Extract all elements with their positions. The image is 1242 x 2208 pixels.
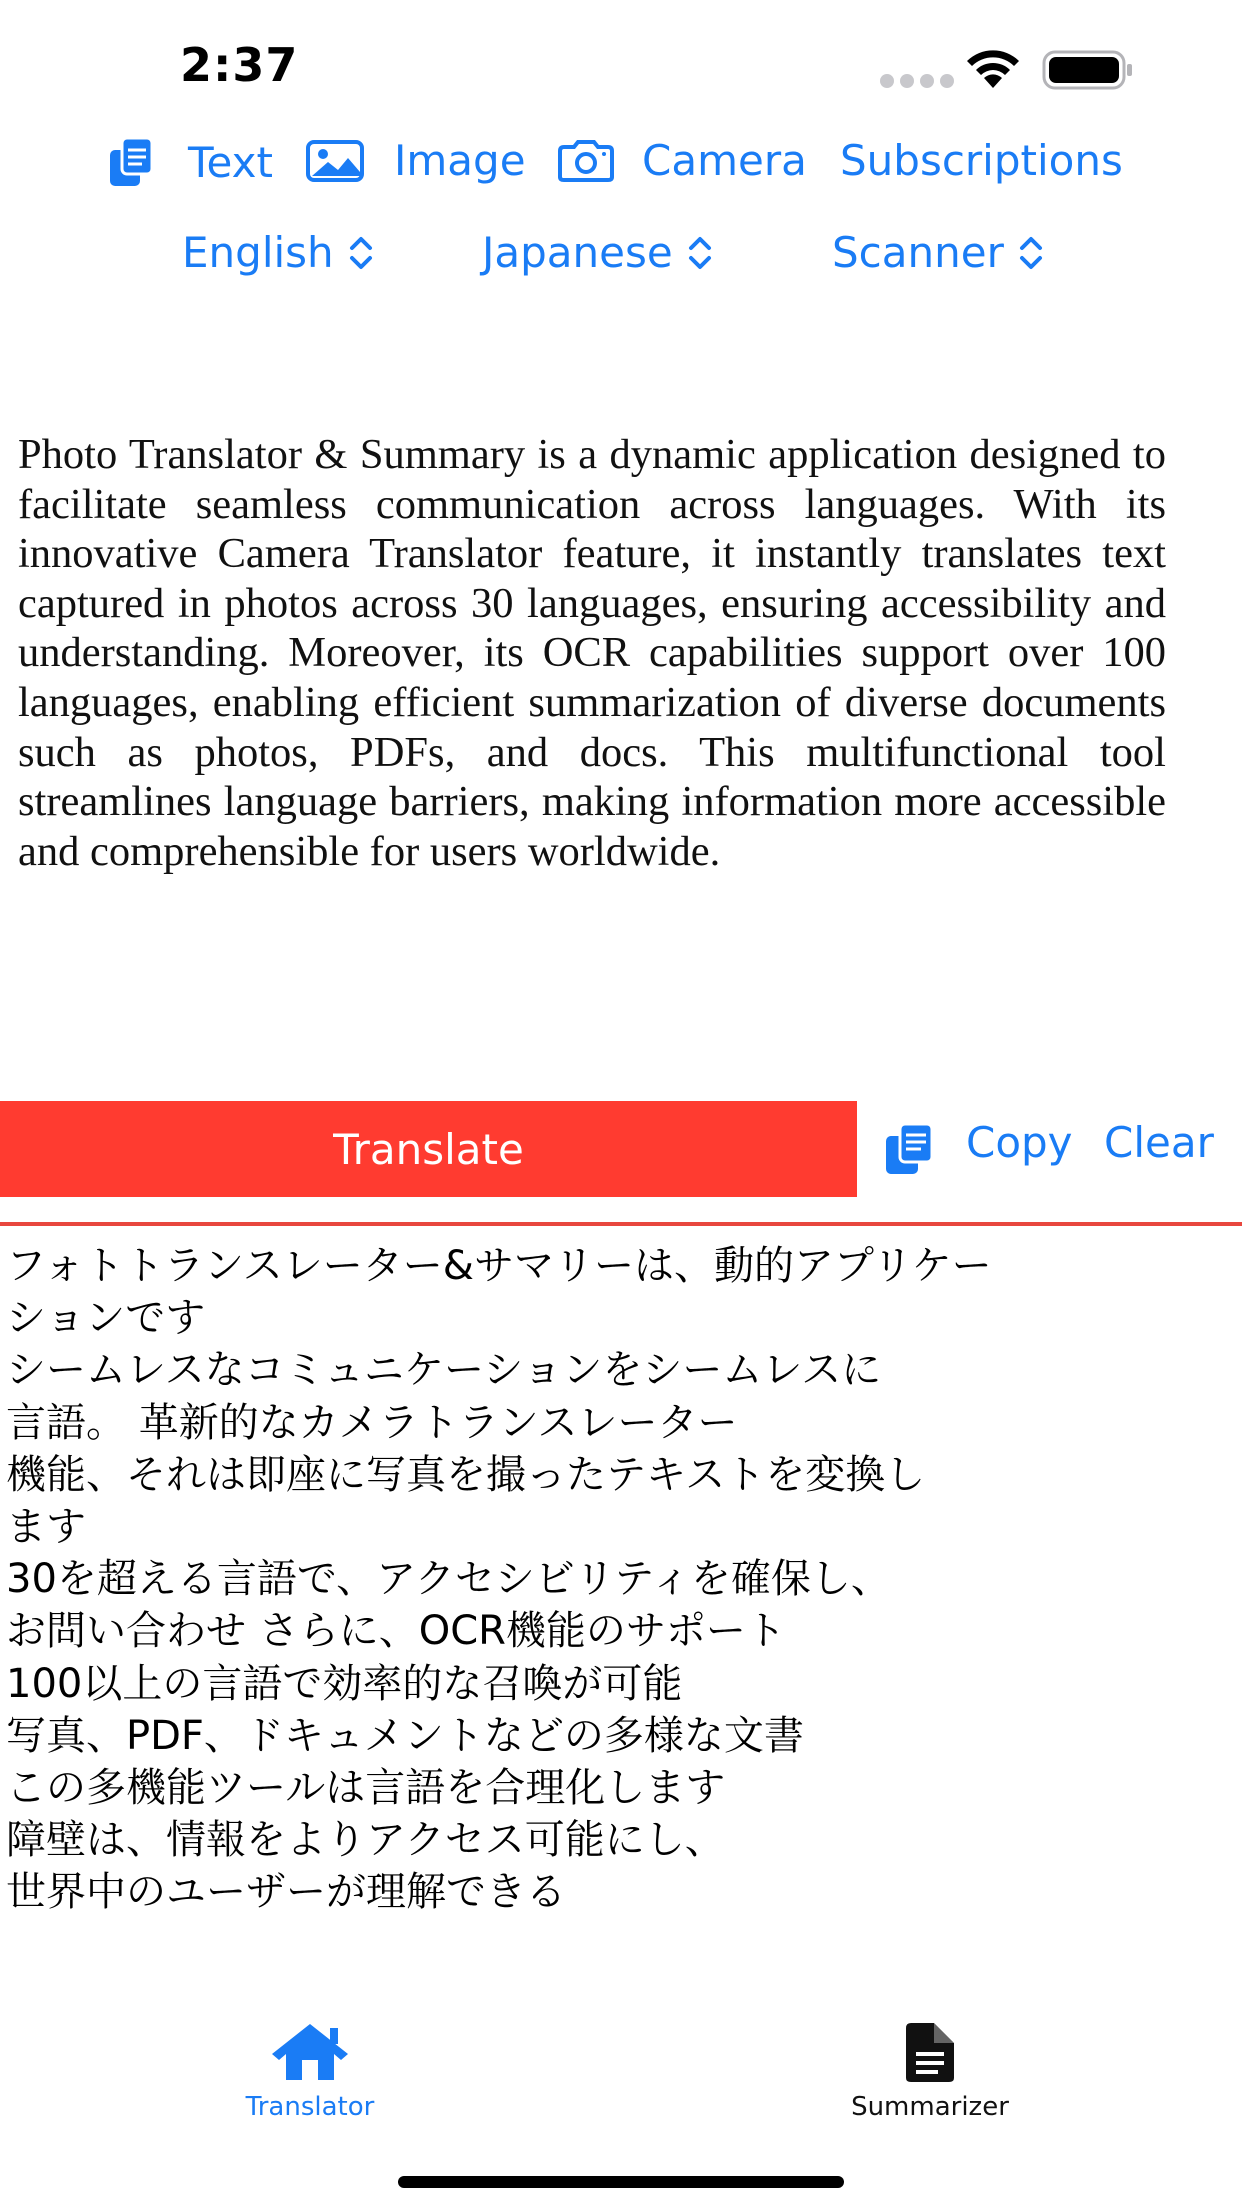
camera-button-label: Camera bbox=[642, 136, 807, 185]
translated-line: お問い合わせ さらに、OCR機能のサポート bbox=[6, 1608, 786, 1655]
tab-translator-label: Translator bbox=[245, 2092, 375, 2122]
status-time: 2:37 bbox=[180, 38, 299, 92]
translated-line: この多機能ツールは言語を合理化します bbox=[6, 1765, 726, 1812]
copy-button[interactable]: Copy bbox=[966, 1118, 1073, 1167]
translated-line: ます bbox=[6, 1504, 86, 1551]
translated-text-area bbox=[6, 1240, 1242, 1919]
divider bbox=[0, 1222, 1242, 1226]
text-button[interactable] bbox=[106, 136, 273, 188]
translated-line: 言語。 革新的なカメラトランスレーター bbox=[6, 1399, 738, 1446]
tab-summarizer[interactable] bbox=[830, 2020, 1030, 2122]
photo-icon bbox=[306, 140, 364, 182]
cellular-signal-icon bbox=[880, 74, 954, 88]
translate-button[interactable]: Translate bbox=[0, 1101, 857, 1197]
mode-select[interactable] bbox=[832, 228, 1044, 277]
target-language-select[interactable] bbox=[482, 228, 713, 277]
text-button-label: Text bbox=[188, 137, 273, 187]
chevron-up-down-icon bbox=[348, 234, 374, 272]
house-icon bbox=[268, 2020, 352, 2084]
chevron-up-down-icon bbox=[1018, 234, 1044, 272]
translated-line: シームレスなコミュニケーションをシームレスに bbox=[6, 1347, 882, 1394]
source-language-select[interactable] bbox=[182, 228, 374, 277]
chevron-up-down-icon bbox=[687, 234, 713, 272]
tab-summarizer-label: Summarizer bbox=[851, 2092, 1009, 2122]
subscriptions-button[interactable] bbox=[840, 136, 1123, 185]
translated-line: 写真、PDF、ドキュメントなどの多様な文書 bbox=[6, 1712, 804, 1759]
language-selector-row bbox=[0, 228, 1242, 292]
image-button[interactable] bbox=[306, 136, 526, 185]
wifi-icon bbox=[962, 48, 1024, 90]
camera-icon bbox=[556, 139, 616, 183]
translated-line: 100以上の言語で効率的な召喚が可能 bbox=[6, 1660, 683, 1707]
image-button-label: Image bbox=[394, 136, 526, 185]
home-indicator bbox=[398, 2176, 844, 2188]
documents-icon[interactable] bbox=[884, 1122, 936, 1176]
translated-line: 障壁は、情報をよりアクセス可能にし、 bbox=[6, 1817, 725, 1864]
translated-line: フォトトランスレーター&サマリーは、動的アプリケー bbox=[6, 1243, 992, 1289]
tab-translator[interactable] bbox=[210, 2020, 410, 2122]
translated-line: 世界中のユーザーが理解できる bbox=[6, 1869, 566, 1916]
translated-line: ションです bbox=[6, 1295, 206, 1342]
translated-line: 30を超える言語で、アクセシビリティを確保し、 bbox=[6, 1556, 891, 1603]
mode-value: Scanner bbox=[832, 228, 1004, 277]
translated-line: 機能、それは即座に写真を撮ったテキストを変換し bbox=[6, 1451, 926, 1498]
target-language-value: Japanese bbox=[482, 228, 673, 277]
clear-button[interactable]: Clear bbox=[1104, 1118, 1214, 1167]
battery-icon bbox=[1042, 50, 1134, 90]
source-language-value: English bbox=[182, 228, 334, 277]
documents-icon bbox=[106, 136, 158, 188]
document-text-icon bbox=[900, 2020, 960, 2084]
source-text-area[interactable]: Photo Translator & Summary is a dynamic application designed to facilitate seamless communication across languages. With its innovative Camera Translator feature, it instantly translates text captured in photos across 30 languages, ensuring accessibility and understanding. Moreover, its OCR capabilities support over 100 languages, enabling efficient summarization of diverse documents such as photos, PDFs, and docs. This multifunctional tool streamlines language barriers, making information more accessible and comprehensible for users worldwide. bbox=[18, 431, 1166, 875]
input-source-toolbar bbox=[0, 136, 1242, 200]
subscriptions-button-label: Subscriptions bbox=[840, 136, 1123, 185]
camera-button[interactable] bbox=[556, 136, 807, 185]
status-bar bbox=[0, 0, 1242, 120]
